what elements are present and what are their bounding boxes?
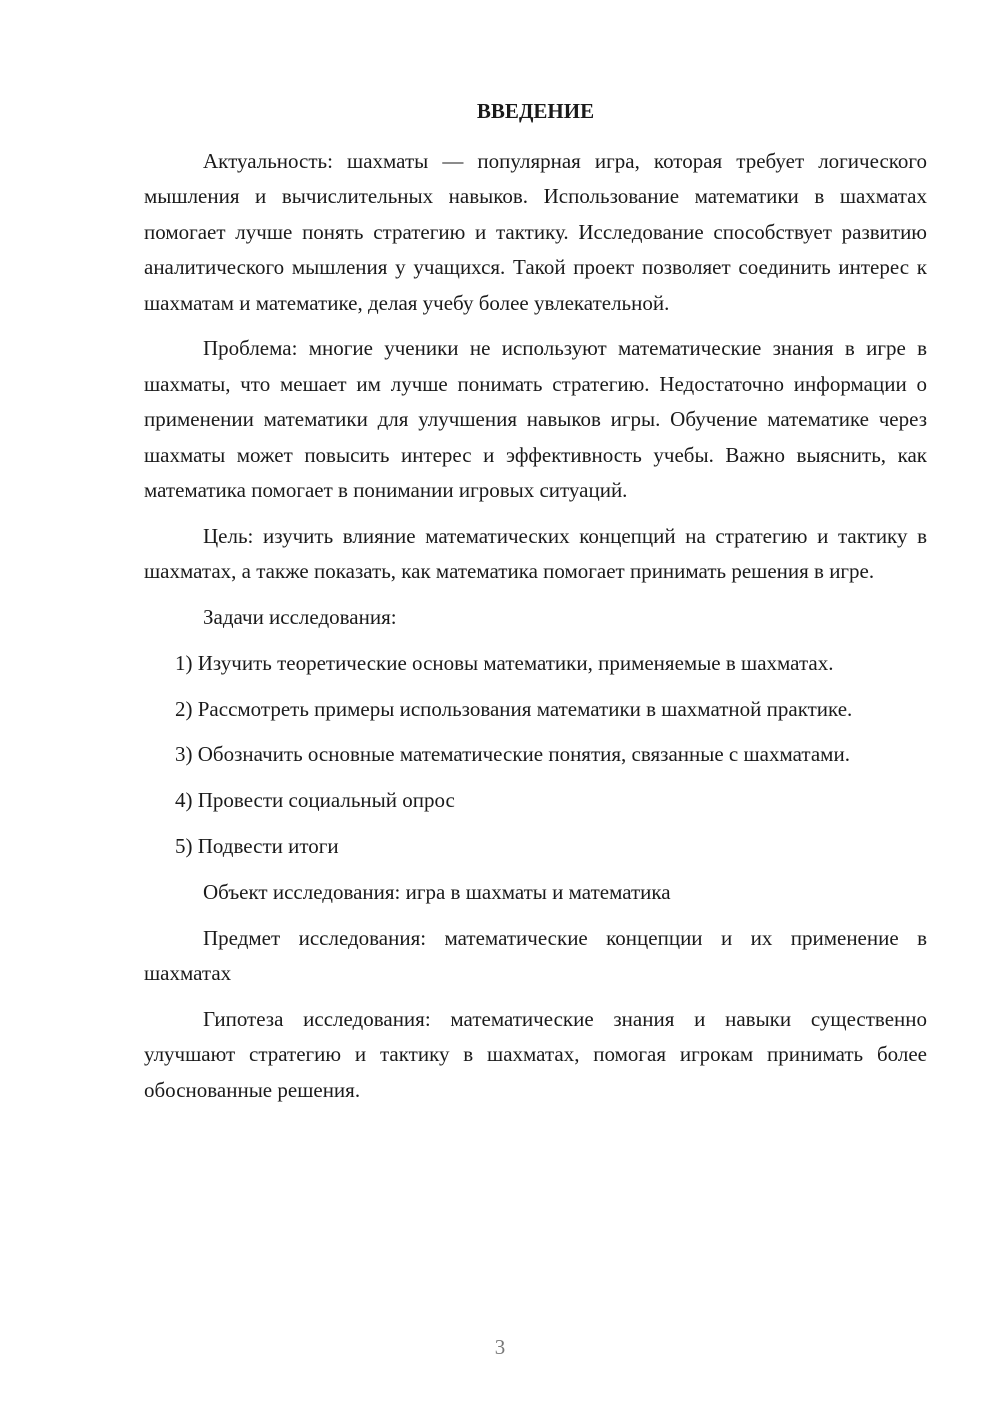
hypothesis-paragraph: Гипотеза исследования: математические знания и навыки существенно улучшают стратегию и тактику в шахматах, помогая игрокам принимать более обоснованные решения. xyxy=(144,1006,927,1102)
task-item-5: 5) Подвести итоги xyxy=(175,834,339,859)
page-title: ВВЕДЕНИЕ xyxy=(476,99,595,123)
task-item-1: 1) Изучить теоретические основы математики, применяемые в шахматах. xyxy=(175,650,834,675)
relevance-paragraph: Актуальность: шахматы — популярная игра, которая требует логического мышления и вычислительных навыков. Использование математики в шахматах помогает лучше понять стратегию и тактику. Исследование способствует развитию аналитического мышления у учащихся. Такой проект позволяет соединить интерес к шахматам и математике, делая учебу более увлекательной. xyxy=(144,149,927,315)
research-object-paragraph: Объект исследования: игра в шахматы и математика xyxy=(203,879,671,904)
document-body xyxy=(144,144,927,1108)
task-item-4: 4) Провести социальный опрос xyxy=(175,788,455,813)
problem-paragraph: Проблема: многие ученики не используют математические знания в игре в шахматы, что мешает им лучше понимать стратегию. Недостаточно информации о применении математики для улучшения навыков игры. Обучение математике через шахматы может повысить интерес и эффективность учебы. Важно выяснить, как математика помогает в понимании игровых ситуаций. xyxy=(144,336,927,503)
task-item-3: 3) Обозначить основные математические понятия, связанные с шахматами. xyxy=(175,742,850,767)
research-subject-paragraph: Предмет исследования: математические концепции и их применение в шахматах xyxy=(144,925,927,986)
task-item-2: 2) Рассмотреть примеры использования математики в шахматной практике. xyxy=(175,696,853,721)
tasks-heading: Задачи исследования: xyxy=(203,605,397,630)
goal-paragraph: Цель: изучить влияние математических концепций на стратегию и тактику в шахматах, а также показать, как математика помогает принимать решения в игре. xyxy=(144,523,927,584)
page-number: 3 xyxy=(494,1335,506,1359)
